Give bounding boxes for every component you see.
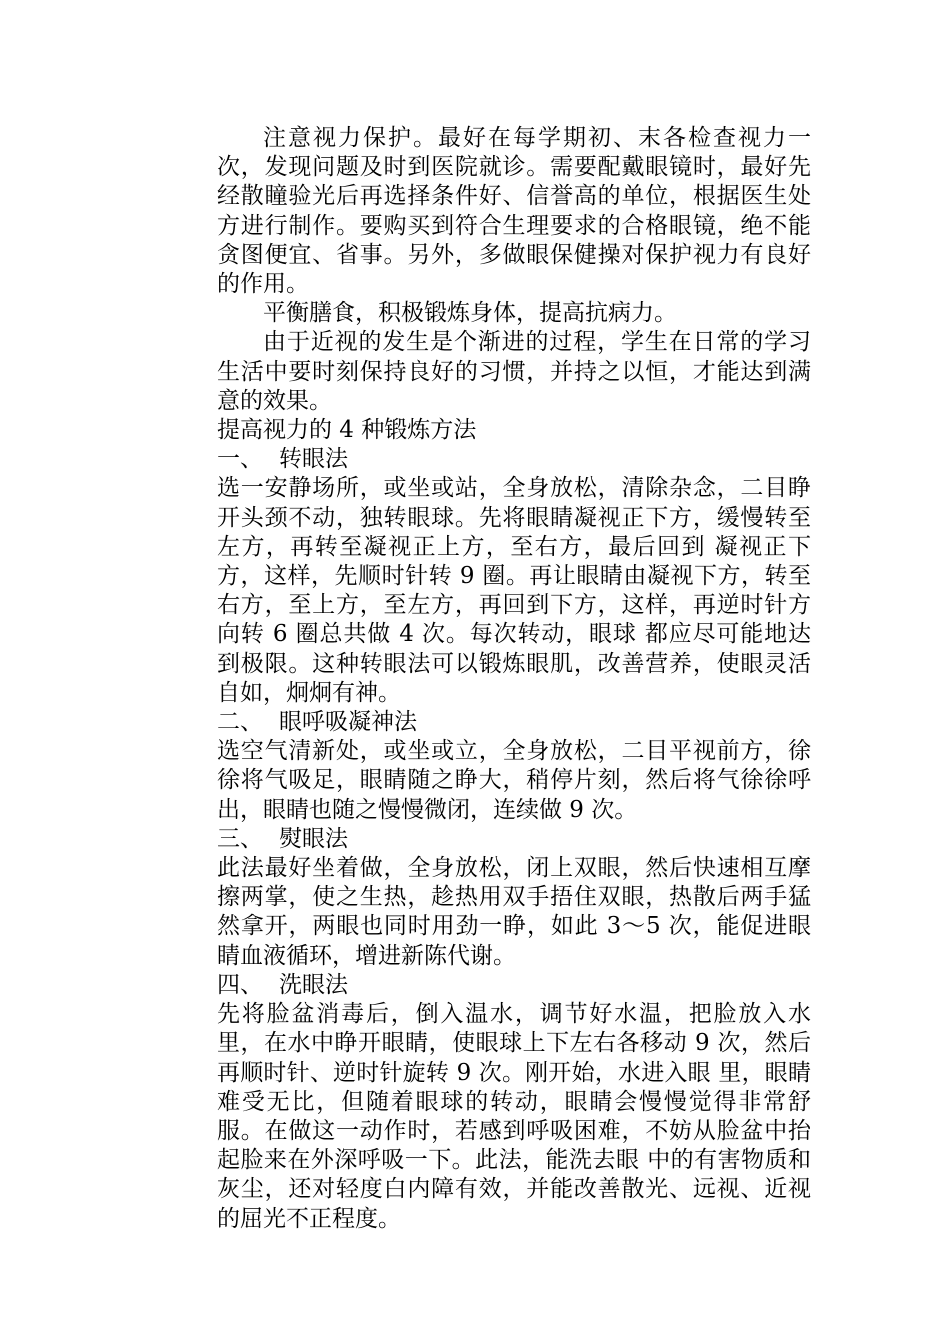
section-3-number: 三、 — [217, 825, 263, 852]
section-4-body: 先将脸盆消毒后，倒入温水，调节好水温，把脸放入水里，在水中睁开眼睛，使眼球上下左右各移动 9 次，然后再顺时针、逆时针旋转 9 次。刚开始，水进入眼 里，眼睛难受无比，但随着眼球的转动，眼睛会慢慢觉得非常舒服。在做这一动作时，若感到呼吸困难，不妨从脸盆中抬起脸来在外深呼吸一下。此法，能洗去眼 中的有害物质和灰尘，还对轻度白内障有效，并能改善散光、远视、近视的屈光不正程度。 — [217, 1001, 811, 1232]
section-1-body: 选一安静场所，或坐或站，全身放松，清除杂念，二目睁开头颈不动，独转眼球。先将眼睛凝视正下方，缓慢转至左方，再转至凝视正上方，至右方，最后回到 凝视正下方，这样，先顺时针转 9 圈。再让眼睛由凝视下方，转至右方，至上方，至左方，再回到下方，这样，再逆时针方向转 6 圈总共做 4 次。每次转动，眼球 都应尽可能地达到极限。这种转眼法可以锻炼眼肌，改善营养，使眼灵活自如，炯炯有神。 — [217, 475, 811, 706]
section-2-body: 选空气清新处，或坐或立，全身放松，二目平视前方，徐徐将气吸足，眼睛随之睁大，稍停片刻，然后将气徐徐呼出，眼睛也随之慢慢微闭，连续做 9 次。 — [217, 738, 811, 823]
section-4-title: 洗眼法 — [279, 971, 348, 998]
section-2-number: 二、 — [217, 709, 263, 736]
intro-paragraph-2: 平衡膳食，积极锻炼身体，提高抗病力。 — [263, 300, 677, 327]
document-body — [217, 124, 811, 1234]
section-1-number: 一、 — [217, 446, 263, 473]
section-1-heading — [217, 445, 811, 474]
section-4-heading — [217, 971, 811, 1000]
section-2-heading — [217, 708, 811, 737]
intro-paragraph-3: 由于近视的发生是个渐进的过程，学生在日常的学习生活中要时刻保持良好的习惯，并持之以恒，才能达到满意的效果。 — [217, 329, 811, 414]
section-1-title: 转眼法 — [279, 446, 348, 473]
section-4-number: 四、 — [217, 971, 263, 998]
section-2-title: 眼呼吸凝神法 — [279, 709, 417, 736]
section-3-body: 此法最好坐着做，全身放松，闭上双眼，然后快速相互摩擦两掌，使之生热，趁热用双手捂住双眼，热散后两手猛然拿开，两眼也同时用劲一睁，如此 3～5 次，能促进眼睛血液循环，增进新陈代谢。 — [217, 855, 811, 969]
section-3-heading — [217, 825, 811, 854]
methods-title: 提高视力的 4 种锻炼方法 — [217, 417, 477, 444]
section-3-title: 熨眼法 — [279, 825, 348, 852]
intro-paragraph-1: 注意视力保护。最好在每学期初、末各检查视力一次，发现问题及时到医院就诊。需要配戴眼镜时，最好先经散瞳验光后再选择条件好、信誉高的单位，根据医生处方进行制作。要购买到符合生理要求的合格眼镜，绝不能贪图便宜、省事。另外，多做眼保健操对保护视力有良好的作用。 — [217, 125, 811, 298]
